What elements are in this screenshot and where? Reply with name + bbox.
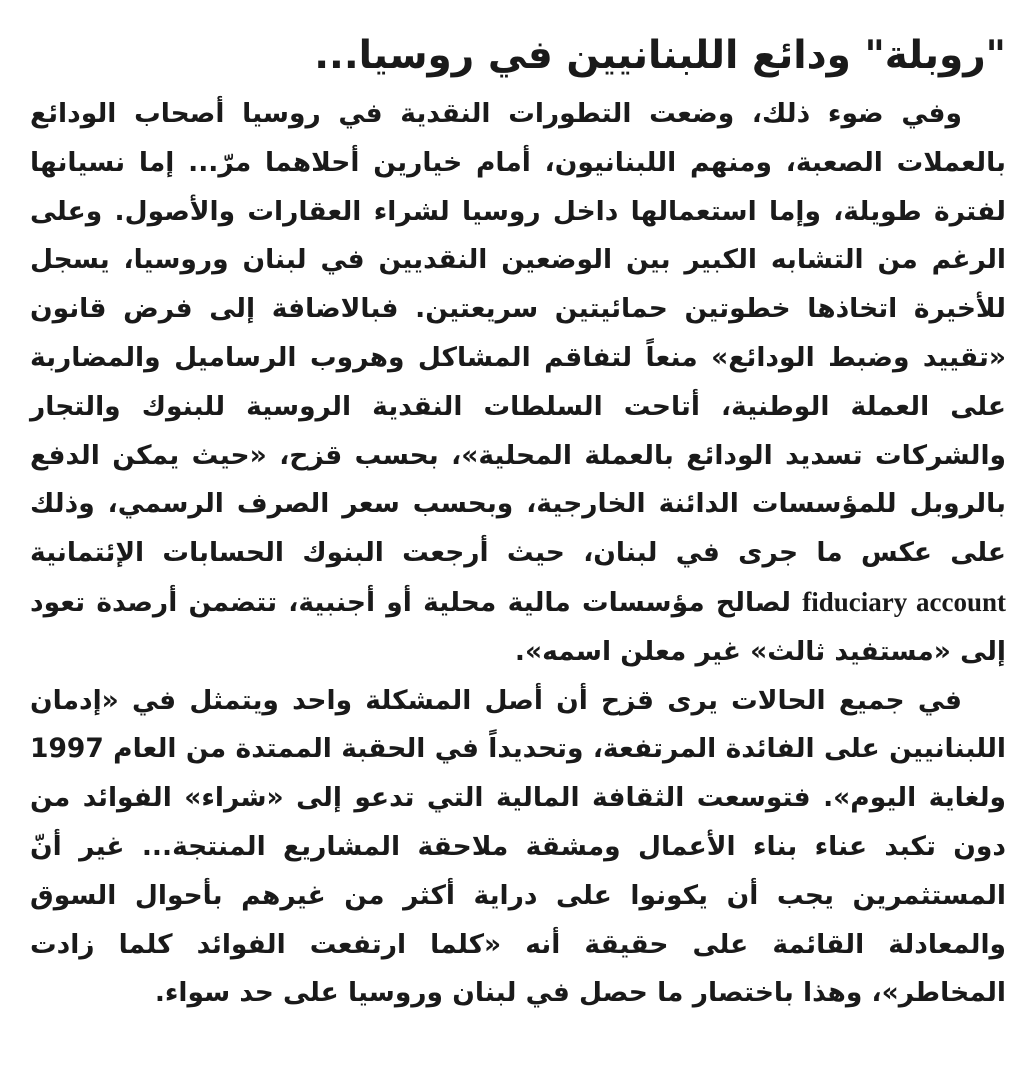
article-paragraph-1 <box>30 90 1006 677</box>
latin-term: fiduciary account <box>802 586 1006 617</box>
paragraph-1-text-part-1: وفي ضوء ذلك، وضعت التطورات النقدية في روسيا أصحاب الودائع بالعملات الصعبة، ومنهم اللبنانيون، أمام خيارين أحلاهما مرّ... إما نسيانها لفترة طويلة، وإما استعمالها داخل روسيا لشراء العقارات والأصول. وعلى الرغم من التشابه الكبير بين الوضعين النقديين في لبنان وروسيا، يسجل للأخيرة اتخاذها خطوتين حمائيتين سريعتين. فبالاضافة إلى فرض قانون «تقييد وضبط الودائع» منعاً لتفاقم المشاكل وهروب الرساميل والمضاربة على العملة الوطنية، أتاحت السلطات النقدية الروسية للبنوك والتجار والشركات تسديد الودائع بالعملة المحلية»، بحسب قزح، «حيث يمكن الدفع بالروبل للمؤسسات الدائنة الخارجية، وبحسب سعر الصرف الرسمي، وذلك على عكس ما جرى في لبنان، حيث أرجعت البنوك الحسابات الإئتمانية <box>30 98 1006 569</box>
article-headline: "روبلة" ودائع اللبنانيين في روسيا... <box>314 33 1006 78</box>
paragraph-1-text-part-2: لصالح مؤسسات مالية محلية أو أجنبية، تتضمن أرصدة تعود إلى «مستفيد ثالث» غير معلن اسمه». <box>30 586 1006 667</box>
article-paragraph-2: في جميع الحالات يرى قزح أن أصل المشكلة واحد ويتمثل في «إدمان اللبنانيين على الفائدة المرتفعة، وتحديداً في الحقبة الممتدة من العام 1997 ولغاية اليوم». فتوسعت الثقافة المالية التي تدعو إلى «شراء» الفوائد من دون تكبد عناء بناء الأعمال ومشقة ملاحقة المشاريع المنتجة... غير أنّ المستثمرين يجب أن يكونوا على دراية أكثر من غيرهم بأحوال السوق والمعادلة القائمة على حقيقة أنه «كلما ارتفعت الفوائد كلما زادت المخاطر»، وهذا باختصار ما حصل في لبنان وروسيا على حد سواء. <box>30 684 1006 1009</box>
